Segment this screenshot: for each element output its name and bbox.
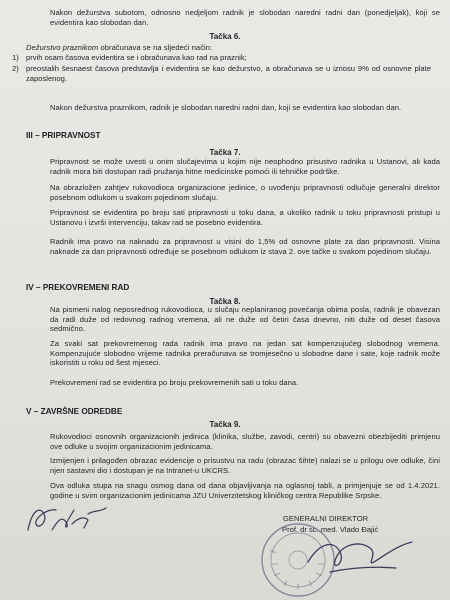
intro-paragraph: Nakon dežurstva subotom, odnosno nedjeljom radnik je slobodan naredni radni dan (ponedjeljak), koji se evidentira kao slobodan dan.	[50, 8, 440, 27]
tacka-6-heading: Tačka 6.	[209, 32, 241, 41]
tacka-9-heading: Tačka 9.	[209, 420, 241, 429]
prekovremeni-paragraph-3: Prekovremeni rad se evidentira po broju prekovremenih sati u toku dana.	[50, 378, 299, 387]
prekovremeni-paragraph-1: Na pismeni nalog neposrednog rukovodioca, u slučaju neplaniranog povećanja obima posla, radnik je obavezan da radi duže od redovnog radnog vremena, ali ne duže od četiri časa dnevno, niti duže od deset časova sedmično.	[50, 305, 440, 334]
tacka-6-paragraph: Nakon dežurstva praznikom, radnik je slobodan naredni radni dan, koji se evidentira kao slobodan dan.	[50, 103, 402, 112]
pripravnost-paragraph-3: Pripravnost se evidentira po broju sati pripravnosti u toku dana, a ukoliko radnik u toku pripravnosti pristupi u Ustanovu i izvrši intervenciju, takav rad se posebno evidentira.	[50, 208, 440, 227]
zavrsne-paragraph-1: Rukovodioci osnovnih organizacionih jedinica (klinika, službe, zavodi, centri) su obavezni obezbijediti primjenu ove odluke u svojim organizacionim jedinicama.	[50, 432, 440, 451]
tacka-6-intro	[26, 43, 426, 53]
list-item-text: prvih osam časova evidentira se i obračunava kao rad na praznik;	[26, 53, 247, 62]
tacka-8-heading: Tačka 8.	[209, 297, 241, 306]
director-signature-icon	[300, 522, 420, 582]
list-item-text: preostalih šesnaest časova predstavlja i evidentira se kao dežurstvo, a obračunava se u iznosu 9% od osnovne plate zaposlenog.	[26, 64, 431, 83]
pripravnost-paragraph-4: Radnik ima pravo na naknadu za pripravnost u visini do 1,5% od osnovne plate za dan pripravnosti. Visina naknade za dan pripravnosti određuje se posebnom odlukom iz stava 2. ove tačke u svakom pojedinom slučaju.	[50, 237, 440, 256]
director-title: GENERALNI DIREKTOR	[283, 514, 369, 523]
tacka-7-heading: Tačka 7.	[209, 148, 241, 157]
list-item-number: 2)	[12, 64, 19, 73]
section-title-zavrsne-odredbe: V – ZAVRŠNE ODREDBE	[26, 407, 123, 416]
pripravnost-paragraph-1: Pripravnost se može uvesti u onim slučajevima u kojim nije neophodno prisustvo radnika u Ustanovi, ali kada radnik mora biti dostupan radi pružanja hitne medicinske pomoći ili tehničke podrške.	[50, 157, 440, 176]
prekovremeni-paragraph-2: Za svaki sat prekovremenog rada radnik ima pravo na jedan sat kompenzujućeg slobodnog vremena. Kompenzujuće slobodno vrijeme radnika preračunava se tromjesečno u slobodne dane i sate, koje radnik može iskoristiti u roku od šest mjeseci.	[50, 339, 440, 368]
list-item-number: 1)	[12, 53, 19, 62]
section-title-pripravnost: III – PRIPRAVNOST	[26, 131, 101, 140]
handwritten-initials-icon	[22, 500, 112, 540]
zavrsne-paragraph-2: Izmijenjen i prilagođen obrazac evidencije o prisustvu na radu (obrazac šihte) nalazi se u prilogu ove odluke, čini njen sastavni dio i dostupan je na Intranet-u UKCRS.	[50, 456, 440, 475]
holiday-duty-rest: obračunava se na sljedeći način:	[98, 43, 213, 52]
holiday-duty-term: Dežurstvo praznikom	[26, 43, 99, 52]
pripravnost-paragraph-2: Na obrazložen zahtjev rukovodioca organizacione jedinice, o uvođenju pripravnosti odlučuje generalni direktor posebnom odlukom u svakom pojedinom slučaju.	[50, 183, 440, 202]
zavrsne-paragraph-3: Ova odluka stupa na snagu osmog dana od dana objavljivanja na oglasnoj tabli, a primjenjuje se od 1.4.2021. godine u svim organizacionim jedinicama JZU Univerzitetskog kliničkog centra Republike Srpske.	[50, 481, 440, 500]
section-title-prekovremeni-rad: IV – PREKOVREMENI RAD	[26, 283, 130, 292]
director-name: Prof. dr sc. med. Vlado Đajić	[282, 525, 379, 534]
